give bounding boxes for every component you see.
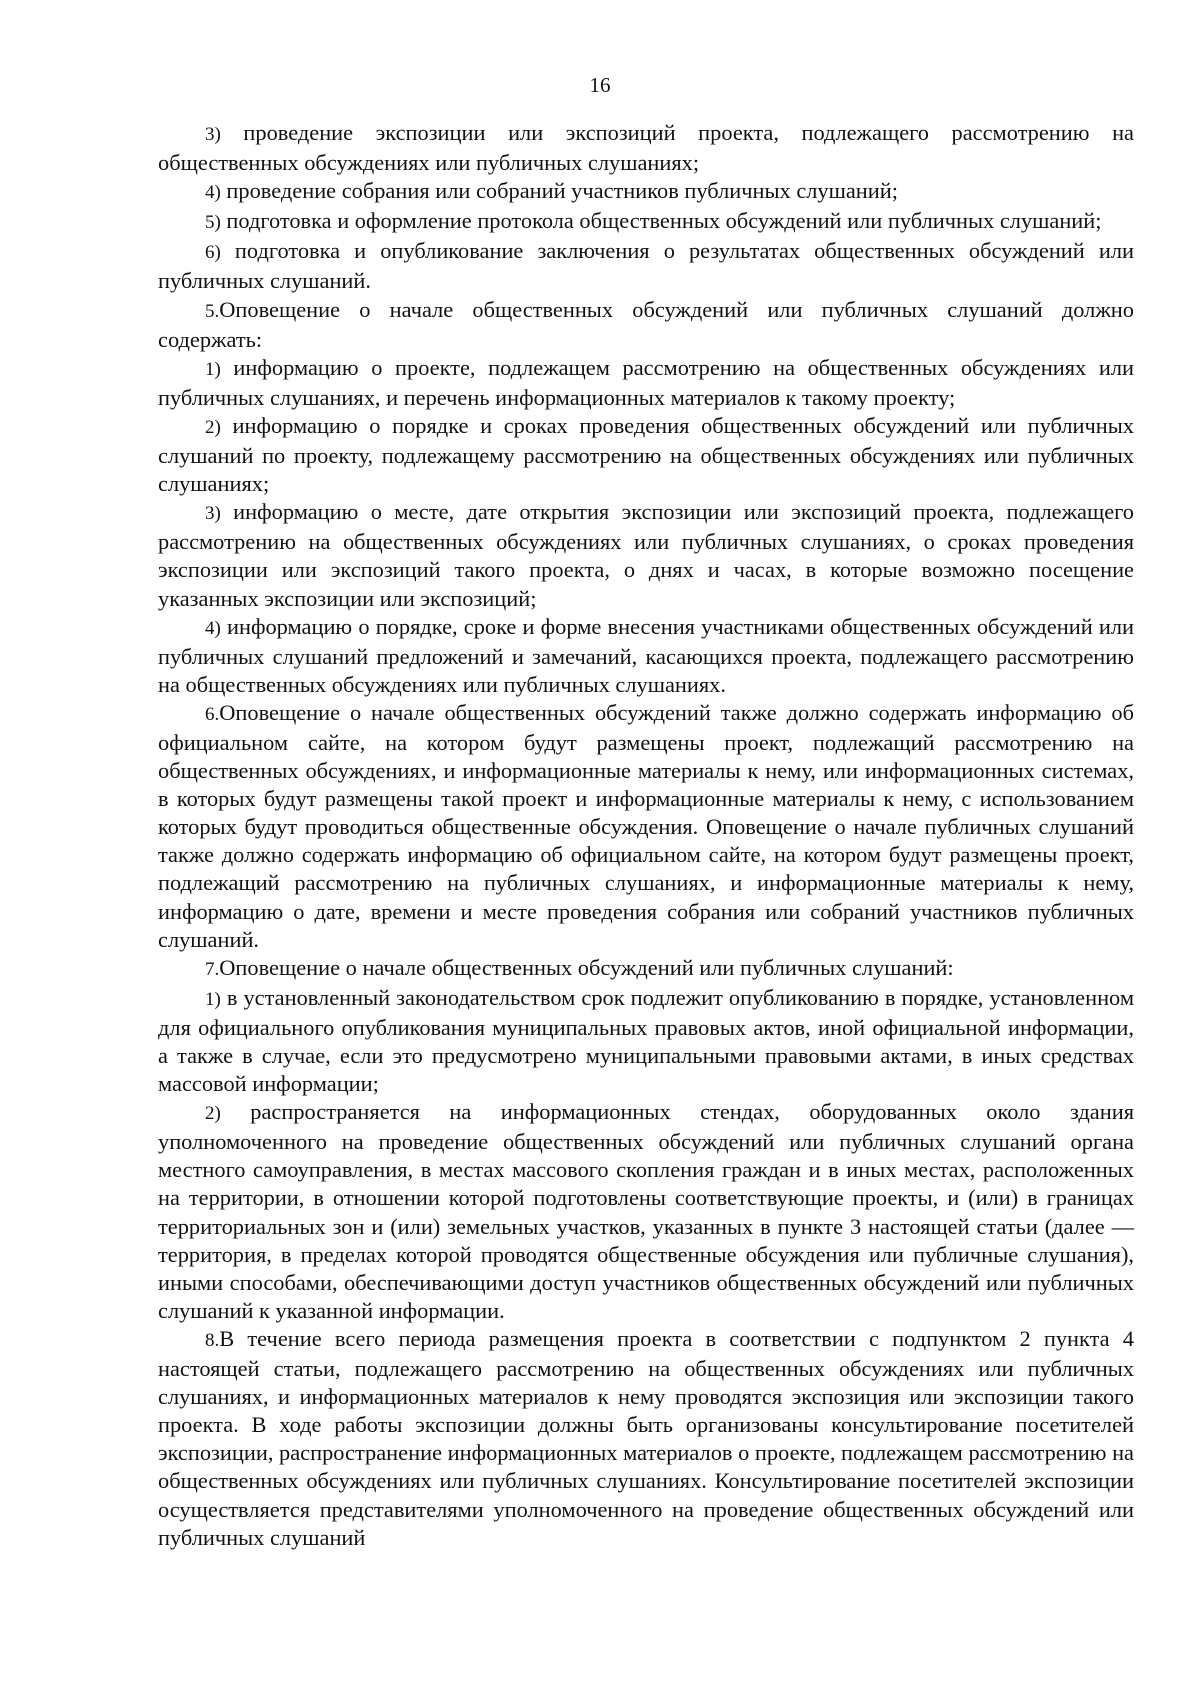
item-number: 6. (205, 703, 220, 725)
paragraph-item (158, 119, 1134, 177)
item-number: 3) (205, 503, 221, 525)
paragraph-item (158, 613, 1134, 699)
item-text: проведение собрания или собраний участников публичных слушаний; (220, 178, 898, 204)
item-text: информацию о порядке и сроках проведения общественных обсуждений или публичных слушаний по проекту, подлежащему рассмотрению на общественных обсуждениях или публичных слушаниях; (158, 412, 1134, 497)
item-text: информацию о проекте, подлежащем рассмотрению на общественных обсуждениях или публичных слушаниях, и перечень информационных материалов к такому проекту; (158, 354, 1134, 410)
paragraph-item (158, 296, 1134, 354)
item-number: 5) (205, 212, 221, 234)
item-text: информацию о месте, дате открытия экспозиции или экспозиций проекта, подлежащего рассмотрению на общественных обсуждениях или публичных слушаниях, о сроках проведения экспозиции или экспозиций такого проекта, о днях и часах, в которые возможно посещение указанных экспозиции или экспозиций; (158, 499, 1134, 611)
item-text: Оповещение о начале общественных обсуждений или публичных слушаний должно содержать: (158, 296, 1134, 352)
paragraph-item (158, 498, 1134, 612)
item-number: 8. (205, 1329, 220, 1351)
item-number: 4) (205, 617, 221, 639)
item-number: 1) (205, 988, 221, 1010)
item-number: 7. (205, 958, 220, 980)
paragraph-item (158, 1098, 1134, 1325)
paragraph-item (158, 1325, 1134, 1552)
paragraph-item (158, 354, 1134, 412)
item-text: Оповещение о начале общественных обсуждений или публичных слушаний: (219, 954, 954, 980)
paragraph-item (158, 177, 1134, 207)
page-number: 16 (589, 73, 611, 97)
item-text: Оповещение о начале общественных обсуждений также должно содержать информацию об официальном сайте, на котором будут размещены проект, подлежащий рассмотрению на общественных обсуждениях, и информационные материалы к нему, или информационных системах, в которых будут размещены такой проект и информационные материалы к нему, с использованием которых будут проводиться общественные обсуждения. Оповещение о начале публичных слушаний также должно содержать информацию об официальном сайте, на котором будут размещены проект, подлежащий рассмотрению на публичных слушаниях, и информационные материалы к нему, информацию о дате, времени и месте проведения собрания или собраний участников публичных слушаний. (158, 699, 1134, 952)
item-number: 6) (205, 242, 221, 264)
document-body (158, 119, 1134, 1552)
paragraph-item (158, 699, 1134, 954)
item-number: 2) (205, 416, 221, 438)
item-number: 3) (205, 124, 221, 145)
paragraph-item (158, 237, 1134, 295)
item-text: подготовка и оформление протокола общественных обсуждений или публичных слушаний; (220, 208, 1102, 234)
paragraph-item (158, 984, 1134, 1098)
item-number: 4) (205, 182, 221, 204)
item-text: информацию о порядке, сроке и форме внесения участниками общественных обсуждений или публичных слушаний предложений и замечаний, касающихся проекта, подлежащего рассмотрению на общественных обсуждениях или публичных слушаниях. (158, 613, 1134, 697)
item-text: проведение экспозиции или экспозиций проекта, подлежащего рассмотрению на общественных обсуждениях или публичных слушаниях; (158, 120, 1134, 176)
item-text: в установленный законодательством срок подлежит опубликованию в порядке, установленном для официального опубликования муниципальных правовых актов, иной официальной информации, а также в случае, если это предусмотрено муниципальными правовыми актами, в иных средствах массовой информации; (158, 984, 1134, 1097)
paragraph-item (158, 954, 1134, 984)
item-text: В течение всего периода размещения проекта в соответствии с подпунктом 2 пункта 4 настоящей статьи, подлежащего рассмотрению на общественных обсуждениях или публичных слушаниях, и информационных материалов к нему проводятся экспозиция или экспозиции такого проекта. В ходе работы экспозиции должны быть организованы консультирование посетителей экспозиции, распространение информационных материалов о проекте, подлежащем рассмотрению на общественных обсуждениях или публичных слушаниях. Консультирование посетителей экспозиции осуществляется представителями уполномоченного на проведение общественных обсуждений или публичных слушаний (158, 1325, 1134, 1550)
item-number: 5. (205, 300, 220, 322)
item-number: 2) (205, 1103, 221, 1125)
item-text: распространяется на информационных стендах, оборудованных около здания уполномоченного на проведение общественных обсуждений или публичных слушаний органа местного самоуправления, в местах массового скопления граждан и в иных местах, расположенных на территории, в отношении которой подготовлены соответствующие проекты, и (или) в границах территориальных зон и (или) земельных участков, указанных в пункте 3 настоящей статьи (далее — территория, в пределах которой проводятся общественные обсуждения или публичные слушания), иными способами, обеспечивающими доступ участников общественных обсуждений или публичных слушаний к указанной информации. (158, 1099, 1134, 1323)
item-text: подготовка и опубликование заключения о результатах общественных обсуждений или публичных слушаний. (158, 238, 1134, 294)
paragraph-item (158, 207, 1134, 237)
item-number: 1) (205, 358, 221, 380)
paragraph-item (158, 412, 1134, 498)
